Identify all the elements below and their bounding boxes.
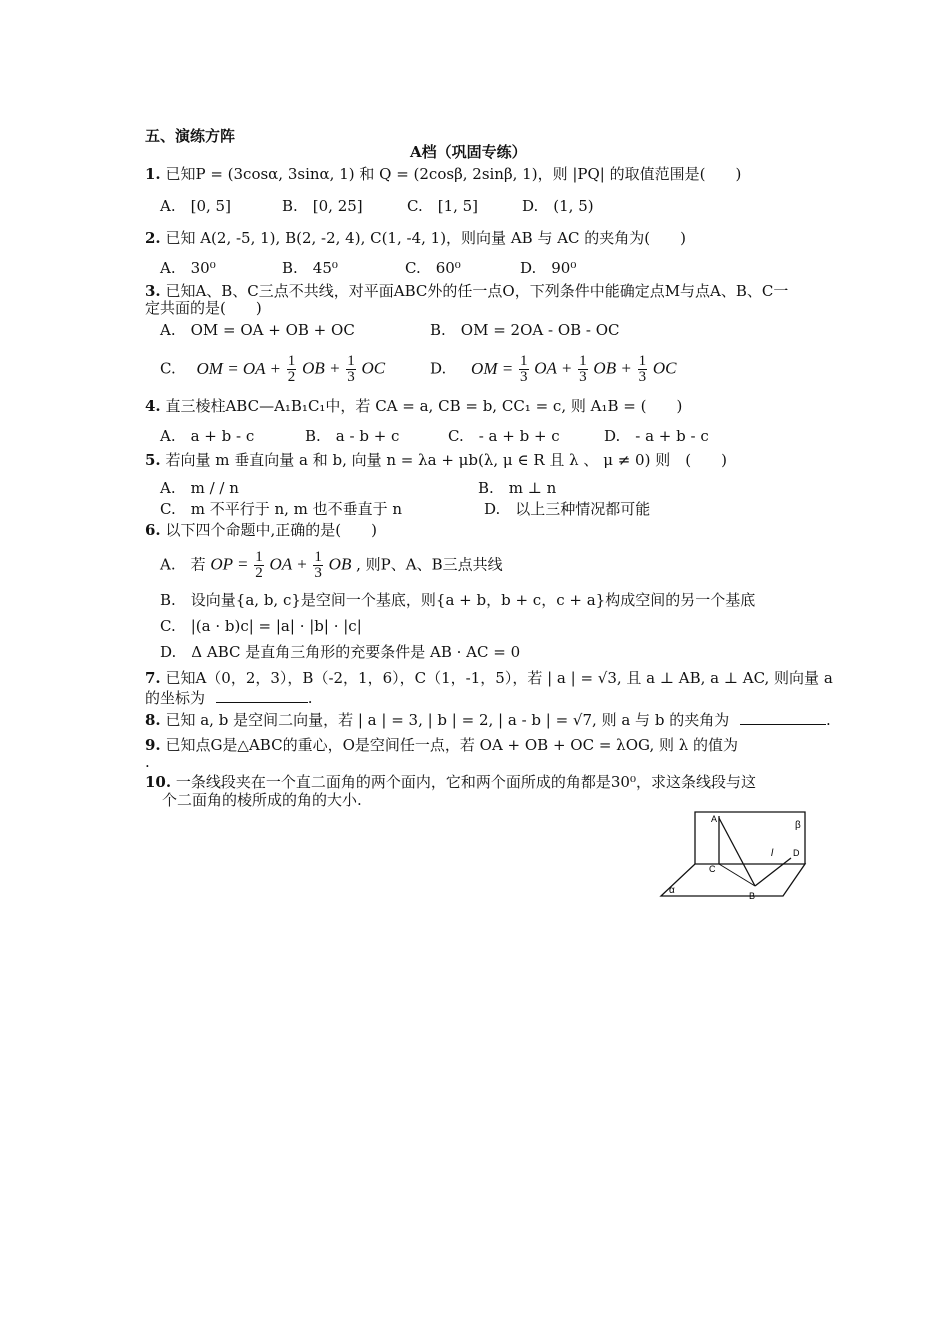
q5-option-b: B. m ⊥ n [478, 479, 557, 497]
answer-blank[interactable] [740, 710, 826, 725]
question-number: 2. [145, 229, 161, 247]
question-6 [145, 520, 377, 540]
q1-option-d: D. (1, 5) [522, 197, 594, 215]
label-l: l [771, 848, 774, 859]
q5-option-d: D. 以上三种情况都可能 [484, 500, 651, 518]
question-stem: 直三棱柱ABC—A₁B₁C₁中，若 CA = a, CB = b, CC₁ = c, 则 A₁B = ( ) [165, 397, 683, 415]
label-b: B [749, 891, 756, 901]
q1-option-b: B. [0, 25] [282, 197, 363, 215]
q4-option-a: A. a + b - c [160, 427, 255, 445]
q1-option-a: A. [0, 5] [160, 197, 231, 215]
question-4 [145, 396, 682, 416]
question-stem: 已知点G是△ABC的重心，O是空间任一点，若 OA + OB + OC = λOG, 则 λ 的值为 [165, 736, 739, 754]
expr-part: OB [328, 554, 352, 574]
expr-part: OC [361, 358, 386, 378]
question-stem: 已知 a, b 是空间二向量，若 | a | = 3, | b | = 2, | a - b | = √7, 则 a 与 b 的夹角为 [165, 711, 730, 729]
expr-part: OP = [210, 554, 249, 574]
question-7-line2: 的坐标为 . [145, 689, 313, 707]
expr-part: , 则P、A、B三点共线 [356, 555, 503, 574]
q6-option-c: C. |(a · b)c| = |a| · |b| · |c| [160, 617, 362, 635]
expr-part: OC [652, 358, 677, 378]
question-stem: 已知P = (3cosα, 3sinα, 1) 和 Q = (2cosβ, 2sinβ, 1)，则 |PQ| 的取值范围是( ) [165, 165, 742, 183]
q3-option-a: A. OM = OA + OB + OC [160, 321, 355, 339]
question-stem-line2: 定共面的是( ) [145, 299, 262, 317]
question-number: 6. [145, 521, 161, 539]
question-number: 5. [145, 451, 161, 469]
expr-part: OB + [302, 358, 341, 378]
question-7 [145, 668, 833, 688]
option-label: C. [160, 359, 176, 378]
q3-option-b: B. OM = 2OA - OB - OC [430, 321, 620, 339]
label-c: C [709, 864, 716, 874]
q4-option-c: C. - a + b + c [448, 427, 560, 445]
question-number: 8. [145, 711, 161, 729]
q4-option-b: B. a - b + c [305, 427, 400, 445]
question-number: 4. [145, 397, 161, 415]
q4-option-d: D. - a + b - c [604, 427, 709, 445]
expr-part: OB + [593, 358, 632, 378]
q2-option-c: C. 60⁰ [405, 259, 461, 277]
plane-alpha [661, 864, 805, 896]
q5-option-a: A. m / / n [160, 479, 239, 497]
expr-part: OA + [269, 554, 308, 574]
question-number: 10. [145, 773, 172, 791]
q2-option-d: D. 90⁰ [520, 259, 577, 277]
question-number: 7. [145, 669, 161, 687]
fraction-third: $\frac{1}{3}$ [638, 353, 647, 385]
question-stem-line1: 已知A、B、C三点不共线，对平面ABC外的任一点O，下列条件中能确定点M与点A、B、C一 [165, 282, 789, 300]
q2-option-a: A. 30⁰ [160, 259, 216, 277]
question-stem-line1: 已知A（0，2，3），B（-2，1，6），C（1，-1，5），若 | a | = √3, 且 a ⊥ AB, a ⊥ AC, 则向量 a [165, 669, 833, 687]
q6-option-b: B. 设向量{a, b, c}是空间一个基底，则{a + b，b + c，c + a}构成空间的另一个基底 [160, 591, 756, 609]
fraction-half: $\frac{1}{2}$ [255, 549, 263, 581]
question-9 [145, 735, 738, 755]
question-5 [145, 450, 727, 470]
label-beta: β [795, 820, 801, 831]
q3-option-c [160, 354, 385, 385]
expr-part: OM = [471, 358, 514, 378]
label-alpha: α [669, 885, 675, 896]
dihedral-figure [655, 808, 815, 904]
question-10-line2: 个二面角的棱所成的角的大小. [162, 791, 362, 809]
label-d: D [793, 848, 800, 858]
question-9-tail: . [145, 753, 150, 771]
fraction-third: $\frac{1}{3}$ [520, 353, 528, 385]
q2-option-b: B. 45⁰ [282, 259, 338, 277]
question-stem-line1: 一条线段夹在一个直二面角的两个面内，它和两个面所成的角都是30⁰，求这条线段与这 [175, 773, 756, 791]
question-stem-line2: 的坐标为 [145, 689, 206, 707]
question-stem: 若向量 m 垂直向量 a 和 b, 向量 n = λa + μb(λ, μ ∈ R 且 λ 、 μ ≠ 0) 则 ( ) [165, 451, 727, 469]
option-label: A. 若 [160, 555, 206, 574]
label-a: A [711, 814, 718, 824]
level-title: A档（巩固专练） [410, 143, 527, 161]
question-10 [145, 772, 756, 792]
fraction-third: $\frac{1}{3}$ [579, 353, 587, 385]
q3-option-d [430, 354, 677, 385]
question-1 [145, 164, 741, 184]
q6-option-d: D. Δ ABC 是直角三角形的充要条件是 AB · AC = 0 [160, 643, 521, 661]
question-2 [145, 228, 686, 248]
question-number: 1. [145, 165, 161, 183]
question-stem: 以下四个命题中,正确的是( ) [165, 521, 377, 539]
expr-part: OA + [534, 358, 573, 378]
expr-part: OM = OA + [196, 358, 281, 378]
answer-blank[interactable] [216, 688, 308, 703]
fraction-third: $\frac{1}{3}$ [314, 549, 322, 581]
question-stem: 已知 A(2, -5, 1), B(2, -2, 4), C(1, -4, 1)，则向量 AB 与 AC 的夹角为( ) [165, 229, 686, 247]
question-number: 9. [145, 736, 161, 754]
q6-option-a [160, 550, 503, 581]
question-number: 3. [145, 282, 161, 300]
segment-ab [719, 818, 755, 886]
question-8: 8. 已知 a, b 是空间二向量，若 | a | = 3, | b | = 2, | a - b | = √7, 则 a 与 b 的夹角为 . [145, 711, 831, 729]
q1-option-c: C. [1, 5] [407, 197, 479, 215]
segment-bd [755, 858, 791, 886]
q5-option-c: C. m 不平行于 n, m 也不垂直于 n [160, 500, 403, 518]
fraction-third: $\frac{1}{3}$ [347, 353, 355, 385]
section-title: 五、演练方阵 [145, 127, 236, 145]
fraction-half: $\frac{1}{2}$ [287, 353, 296, 385]
option-label: D. [430, 359, 447, 378]
